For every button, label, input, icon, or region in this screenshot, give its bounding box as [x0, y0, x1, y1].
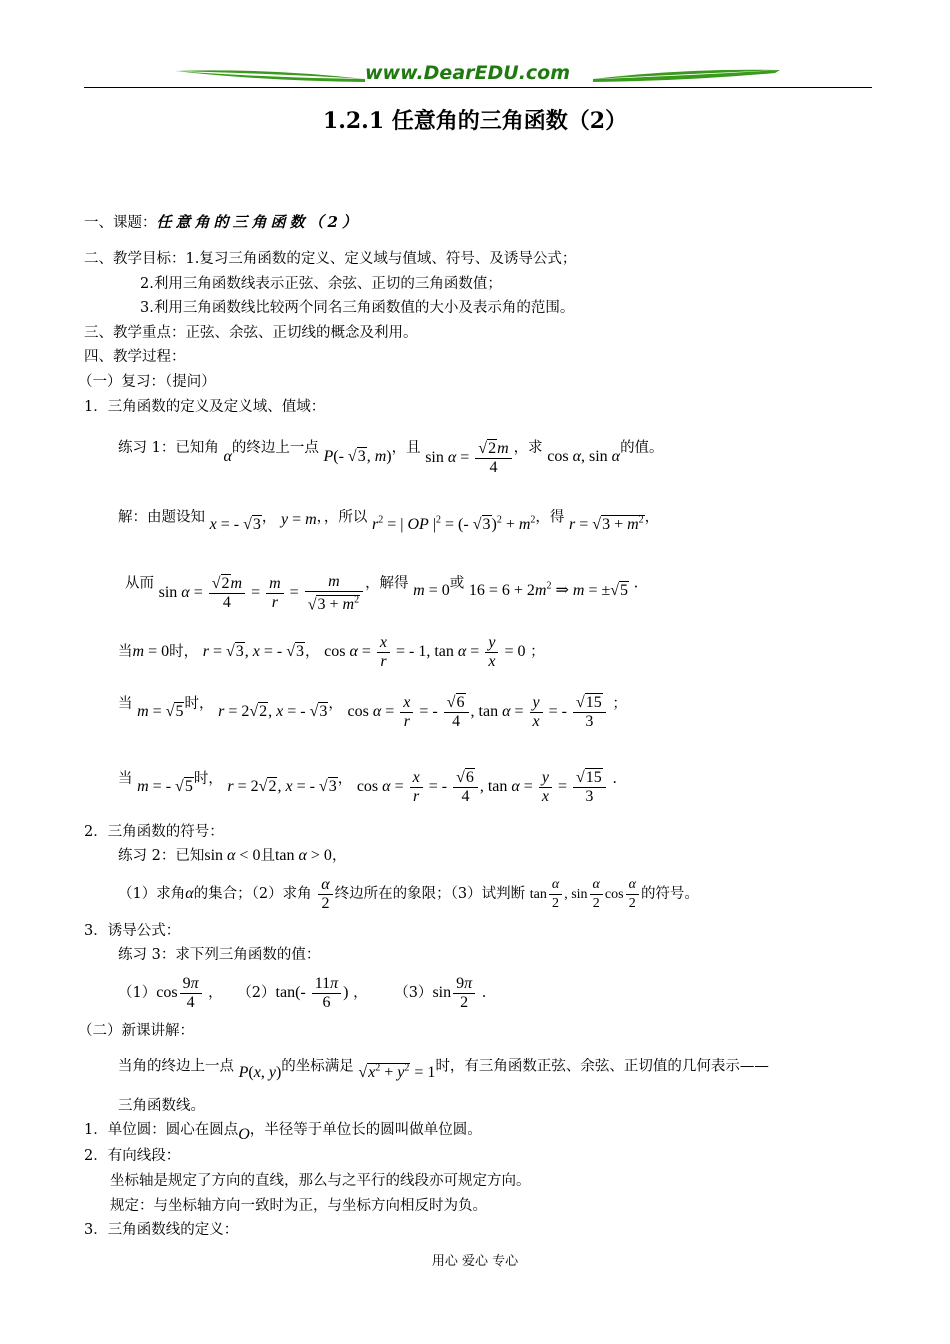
new-lesson-intro-2: 三角函数线。 — [118, 1098, 205, 1114]
goal-3: 3.利用三角函数线比较两个同名三角函数值的大小及表示角的范围。 — [140, 300, 575, 316]
goal-2: 2.利用三角函数线表示正弦、余弦、正切的三角函数值； — [140, 276, 502, 292]
new-lesson-intro: 当角的终边上一点 P(x, y)的坐标满足 $√x^2 + y^2 = 1$时，有三角函数正弦、余弦、正切值的几何表示—— — [118, 1058, 769, 1082]
exercise-2-questions: （1）求角α的集合；（2）求角 $\frac{\alpha}{2}$ 终边所在的象限；（3）试判断 tan $\frac{\alpha}{2}$ , sin $\frac{\alpha}{2}$ cos $\frac{\alpha}{2}$ 的符号。 — [118, 876, 699, 912]
unit-circle-def: 1．单位圆：圆心在圆点O，半径等于单位长的圆叫做单位圆。 — [84, 1122, 482, 1143]
directed-segment: 2．有向线段： — [84, 1148, 181, 1164]
case-1: 当m = 0时， r = √3, x = - √3， cos α = $\frac{x}{r}$ = - 1, tan α = $\frac{y}{x}$ = 0 ； — [118, 634, 545, 670]
part-new-lesson: （二）新课讲解： — [78, 1023, 194, 1039]
item-signs: 2．三角函数的符号： — [84, 824, 224, 840]
section-focus: 三、教学重点：正弦、余弦、正切线的概念及利用。 — [84, 325, 418, 341]
page-footer: 用心 爱心 专心 — [431, 1254, 519, 1269]
page-title: 1.2.1 任意角的三角函数（2） — [322, 108, 628, 134]
section-goals: 二、教学目标：1.复习三角函数的定义、定义域与值域、符号、及诱导公式； — [84, 251, 577, 267]
section-topic: 一、课题：任意角的三角函数（2） — [84, 213, 361, 231]
header-logo — [175, 62, 780, 88]
solution-line-1: 解：由题设知 x = - √3， y = m，，所以 $r^2$ = | OP $|^2$ = (- $√3)^2 + m^2$，得 $r = √3 + m^2$， — [118, 509, 660, 534]
exercise-2: 练习 2：已知sin α < 0且tan α > 0， — [118, 847, 347, 864]
header-rule — [84, 87, 872, 88]
trig-line-def: 3．三角函数线的定义： — [84, 1222, 239, 1238]
case-2: 当 m = √5时， r = 2√2, x = - √3， cos α = $\frac{x}{r}$ = - $\frac{√6}{4}$ , tan α = $\frac{y}{x}$ = - $\frac{√15}{3}$ ； — [118, 694, 627, 730]
item-induction: 3．诱导公式： — [84, 923, 181, 939]
solution-line-2: 从而 sin α = $\frac{√2m}{4}$ = $\frac{m}{r}$ = $\frac{m}{√3 + m^2}$ ，解得 m = 0或 $16 = 6 + 2m^2$ ⇒ m = ±√5 . — [125, 573, 639, 614]
directed-segment-desc: 坐标轴是规定了方向的直线，那么与之平行的线段亦可规定方向。 — [110, 1173, 531, 1189]
exercise-1: 练习 1：已知角 α的终边上一点 P(- √3, m)，且 sin α = $\frac{√2m}{4}$ ，求 cos α, sin α的值。 — [118, 440, 664, 476]
part-review: （一）复习：（提问） — [78, 374, 216, 390]
exercise-3: 练习 3：求下列三角函数的值： — [118, 947, 321, 963]
logo-text: www.DearEDU.com — [365, 62, 571, 84]
case-3: 当 m = - √5时， r = 2√2, x = - √3， cos α = $\frac{x}{r}$ = - $\frac{√6}{4}$ , tan α = $\frac{y}{x}$ = $\frac{√15}{3}$ . — [118, 769, 617, 805]
item-definition: 1．三角函数的定义及定义域、值域： — [84, 399, 326, 415]
exercise-3-items: （1）cos $\frac{9\pi}{4}$ ， （2）tan(- $\frac{11\pi}{6}$ ) ， （3）sin $\frac{9\pi}{2}$ . — [118, 975, 487, 1011]
section-process: 四、教学过程： — [84, 349, 186, 365]
directed-segment-rule: 规定：与坐标轴方向一致时为正，与坐标方向相反时为负。 — [110, 1198, 487, 1214]
